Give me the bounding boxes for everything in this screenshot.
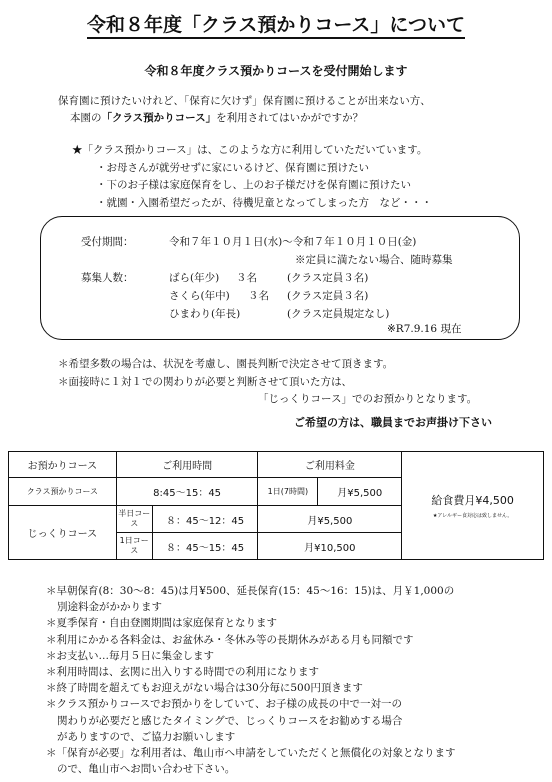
fee-table — [8, 451, 544, 560]
period-value: 令和７年１０月１日(水)～令和７年１０月１０日(金) — [169, 236, 417, 248]
header-course: お預かりコース — [9, 452, 117, 478]
class-name: ばら(年少) — [169, 272, 220, 284]
intro-line-2-pre: 本園の — [70, 112, 102, 124]
bottom-note-cont: 別途料金がかかります — [57, 601, 162, 614]
period-note: ※定員に満たない場合、随時募集 — [295, 254, 453, 266]
meal-fee-cell — [402, 452, 544, 560]
page-title-text: 令和８年度「クラス預かりコース」について — [87, 14, 465, 39]
recruit-label: 募集人数： — [81, 272, 134, 284]
notes-section — [58, 356, 477, 409]
intro-section — [58, 93, 431, 127]
header-fee: ご利用料金 — [258, 452, 402, 478]
intro-line-1: 保育園に預けたいけれど、「保育に欠けず」保育園に預けることが出来ない方、 — [58, 95, 431, 107]
bottom-note: ＊夏季保育・自由登園期間は家庭保育となります — [46, 617, 277, 630]
note-line: ＊希望多数の場合は、状況を考慮し、園長判断で決定させて頂きます。 — [58, 358, 394, 370]
intro-line-2 — [58, 110, 431, 127]
intro-line-2-bold: 「クラス預かりコース」 — [101, 112, 217, 124]
table-header-row — [9, 452, 544, 478]
usage-heading: ★「クラス預かりコース」は、このような方に利用していただいています。 — [72, 144, 428, 156]
class-fee-label: 1日(7時間) — [258, 478, 318, 506]
class-count: ３名 — [236, 272, 257, 284]
bottom-note: ＊お支払い…毎月５日に集金します — [46, 649, 214, 662]
class-note: (クラス定員３名) — [287, 290, 369, 302]
contact-message: ご希望の方は、職員までお声掛け下さい — [294, 416, 492, 429]
usage-item: ・就園・入園希望だったが、待機児童となってしまった方 など・・・ — [96, 196, 432, 209]
usage-section — [72, 142, 432, 212]
class-name: ひまわり(年長) — [169, 308, 241, 320]
bottom-note: ＊終了時間を超えてもお迎えがない場合は30分毎に500円頂きます — [46, 682, 363, 695]
bottom-note-cont: ので、亀山市へお問い合わせ下さい。 — [57, 763, 236, 776]
class-course-name: クラス預かりコース — [9, 478, 117, 506]
meal-fee: 給食費月¥4,500 — [431, 494, 514, 507]
half-day-label: 半日コース — [116, 506, 152, 533]
full-day-fee: 月¥10,500 — [258, 533, 402, 560]
class-count: ３名 — [248, 290, 269, 302]
class-course-time: 8:45～15：45 — [116, 478, 258, 506]
class-note: (クラス定員３名) — [287, 272, 369, 284]
period-label: 受付期間： — [81, 236, 134, 248]
usage-item: ・下のお子様は家庭保育をし、上のお子様だけを保育園に預けたい — [96, 179, 411, 191]
bottom-note: ＊早朝保育(8：30～8：45)は月¥500、延長保育(15：45～16：15)は、月￥1,000の — [46, 585, 455, 597]
note-line: 「じっくりコース」でのお預かりとなります。 — [258, 393, 478, 405]
header-time: ご利用時間 — [116, 452, 258, 478]
intro-line-2-post: を利用されてはいかがですか？ — [216, 112, 364, 124]
full-day-time: ８：45～15：45 — [152, 533, 258, 560]
bottom-note: ＊利用時間は、玄関に出入りする時間での利用になります — [46, 666, 319, 679]
bottom-note: ＊「保育が必要」な利用者は、亀山市へ申請をしていただくと無償化の対象となります — [46, 747, 456, 760]
usage-item: ・お母さんが就労せずに家にいるけど、保育園に預けたい — [96, 161, 369, 174]
half-day-time: ８：45～12：45 — [152, 506, 258, 533]
jikkuri-course-name: じっくりコース — [9, 506, 117, 560]
subtitle: 令和８年度クラス預かりコースを受付開始します — [144, 64, 408, 78]
recruitment-box — [40, 216, 520, 340]
full-day-label: 1日コース — [116, 533, 152, 560]
bottom-note-cont: がありますので、ご協力お願いします — [57, 730, 236, 743]
bottom-note: ＊クラス預かりコースでお預かりをしていて、お子様の成長の中で一対一の — [46, 698, 402, 711]
page-title — [0, 10, 552, 37]
half-day-fee: 月¥5,500 — [258, 506, 402, 533]
class-name: さくら(年中) — [169, 290, 230, 302]
allergy-note: ★アレルギー食対応は致しません。 — [432, 513, 513, 519]
class-note: (クラス定員規定なし) — [287, 308, 390, 320]
as-of-date: ※R7.9.16 現在 — [387, 323, 462, 335]
note-line: ＊面接時に１対１での関わりが必要と判断させて頂いた方は、 — [58, 375, 352, 388]
class-fee-value: 月¥5,500 — [318, 478, 402, 506]
bottom-notes — [46, 583, 456, 777]
bottom-note-cont: 関わりが必要だと感じたタイミングで、じっくりコースをお勧めする場合 — [57, 714, 403, 727]
bottom-note: ＊利用にかかる各料金は、お盆休み・冬休み等の長期休みがある月も同額です — [46, 633, 414, 646]
